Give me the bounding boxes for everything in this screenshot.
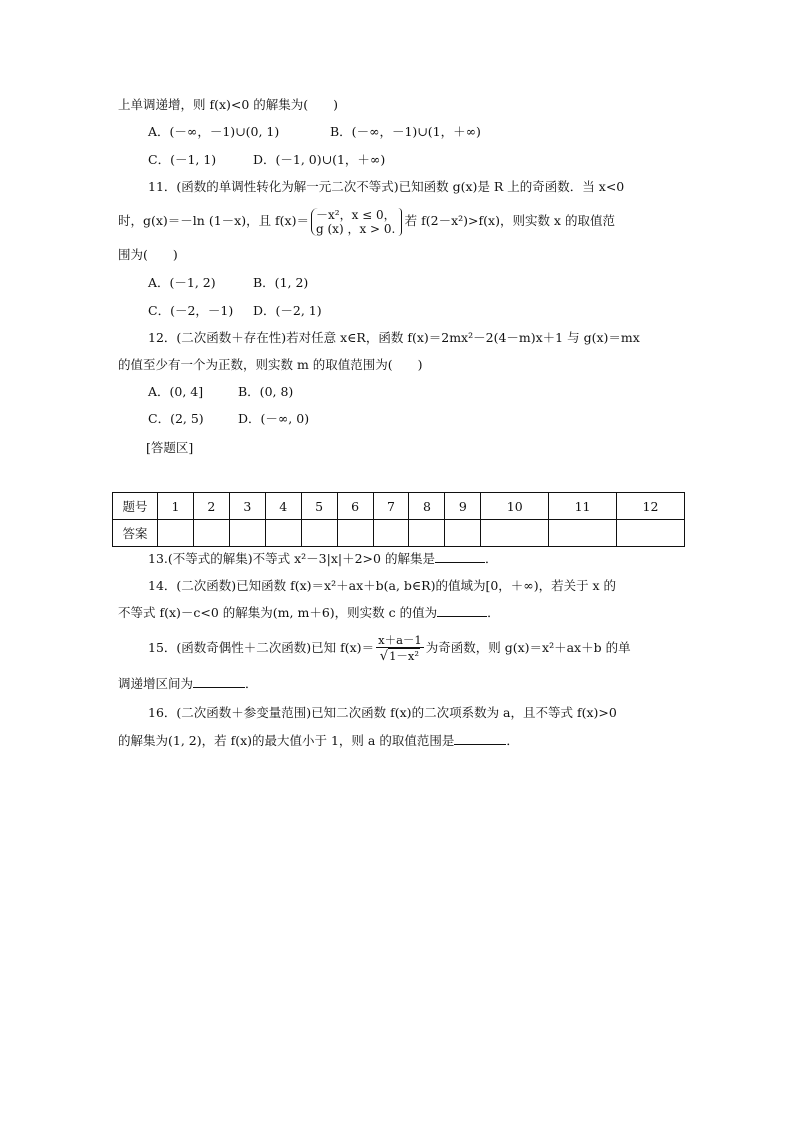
answer-cell[interactable]	[265, 520, 301, 547]
q11-line1: 11．(函数的单调性转化为解一元二次不等式)已知函数 g(x)是 R 上的奇函数．当 x<0	[148, 179, 625, 194]
q13-answer-blank[interactable]	[435, 550, 485, 563]
question-number: 6	[337, 493, 373, 520]
q15-line2-text: 调递增区间为	[118, 676, 194, 691]
q15-post: 为奇函数，则 g(x)＝x²＋ax＋b 的单	[425, 640, 631, 655]
q14-text: 不等式 f(x)－c<0 的解集为(m, m＋6)，则实数 c 的值为	[118, 605, 438, 620]
q12-option-a: A．(0, 4]	[148, 384, 204, 399]
q15-end: ．	[245, 676, 258, 691]
answer-cell[interactable]	[445, 520, 481, 547]
number-header: 题号	[113, 493, 158, 520]
question-number: 7	[373, 493, 409, 520]
q15-radicand: 1－x²	[389, 649, 420, 663]
q11-option-d: D．(－2, 1)	[253, 303, 322, 318]
q15-line2	[118, 675, 258, 693]
q16-line1: 16．(二次函数＋参变量范围)已知二次函数 f(x)的二次项系数为 a，且不等式 f(x)>0	[148, 705, 617, 720]
answer-area-label: [答题区]	[146, 440, 194, 455]
question-number: 12	[616, 493, 684, 520]
q13-line	[148, 550, 497, 568]
q11-line3: 围为( )	[118, 247, 178, 262]
q16-answer-blank[interactable]	[454, 732, 506, 745]
q11-option-b: B．(1, 2)	[253, 275, 309, 290]
q11-option-a: A．(－1, 2)	[148, 275, 216, 290]
q16-end: ．	[506, 733, 519, 748]
q10-option-d: D．(－1, 0)∪(1，＋∞)	[253, 152, 386, 167]
q15-answer-blank[interactable]	[193, 675, 245, 688]
q11-line2	[118, 206, 615, 236]
q11-line2-b: 若 f(2－x²)>f(x)，则实数 x 的取值范	[404, 213, 615, 228]
piece-right-bracket	[398, 208, 402, 236]
answer-cell[interactable]	[549, 520, 617, 547]
answer-cell[interactable]	[481, 520, 549, 547]
q12-line2: 的值至少有一个为正数，则实数 m 的取值范围为( )	[118, 357, 423, 372]
answer-cell[interactable]	[229, 520, 265, 547]
answer-cell[interactable]	[193, 520, 229, 547]
q10-stem-tail: 上单调递增，则 f(x)<0 的解集为( )	[118, 97, 339, 112]
answer-cell[interactable]	[158, 520, 194, 547]
q14-end: ．	[487, 605, 500, 620]
q12-option-d: D．(－∞, 0)	[238, 411, 310, 426]
q12-option-b: B．(0, 8)	[238, 384, 294, 399]
q15-fraction	[376, 633, 424, 664]
answer-cell[interactable]	[616, 520, 684, 547]
question-number: 2	[193, 493, 229, 520]
q15-line1	[148, 630, 631, 666]
piece-row-2: g (x) ，x > 0.	[316, 221, 396, 236]
q11-line2-a: 时，g(x)＝－ln (1－x)，且 f(x)＝	[118, 213, 309, 228]
answer-cell[interactable]	[409, 520, 445, 547]
piece-row-1: －x²，x ≤ 0，	[316, 207, 396, 222]
q16-line2	[118, 732, 519, 750]
q11-option-c: C．(－2，－1)	[148, 303, 234, 318]
answer-table	[112, 492, 685, 547]
question-number: 3	[229, 493, 265, 520]
q14-line1: 14．(二次函数)已知函数 f(x)＝x²＋ax＋b(a, b∈R)的值域为[0，＋∞)，若关于 x 的	[148, 578, 617, 593]
question-number: 4	[265, 493, 301, 520]
question-number: 9	[445, 493, 481, 520]
question-number: 11	[549, 493, 617, 520]
answer-cell[interactable]	[301, 520, 337, 547]
answer-cell[interactable]	[373, 520, 409, 547]
q10-option-a: A．(－∞，－1)∪(0, 1)	[148, 124, 280, 139]
q15-numerator: x＋a－1	[378, 633, 422, 647]
question-number: 5	[301, 493, 337, 520]
question-number: 10	[481, 493, 549, 520]
question-number: 8	[409, 493, 445, 520]
answer-table-number-row	[113, 493, 685, 520]
q12-line1: 12．(二次函数＋存在性)若对任意 x∈R，函数 f(x)＝2mx²－2(4－m)x＋1 与 g(x)＝mx	[148, 330, 640, 345]
question-number: 1	[158, 493, 194, 520]
piecewise-function	[311, 208, 396, 236]
q14-line2	[118, 604, 500, 622]
q10-option-b: B．(－∞，－1)∪(1，＋∞)	[330, 124, 481, 139]
q13-end: ．	[484, 551, 498, 566]
q12-option-c: C．(2, 5)	[148, 411, 204, 426]
q15-denominator	[376, 648, 424, 664]
answer-table-answer-row	[113, 520, 685, 547]
q13-text: 13.(不等式的解集)不等式 x²－3|x|＋2>0 的解集是	[148, 551, 435, 566]
answer-header: 答案	[113, 520, 158, 547]
q16-text: 的解集为(1, 2)，若 f(x)的最大值小于 1，则 a 的取值范围是	[118, 733, 455, 748]
q15-pre: 15．(函数奇偶性＋二次函数)已知 f(x)＝	[148, 640, 375, 655]
q10-option-c: C．(－1, 1)	[148, 152, 217, 167]
q14-answer-blank[interactable]	[437, 604, 487, 617]
sqrt-symbol: √	[379, 649, 389, 664]
answer-cell[interactable]	[337, 520, 373, 547]
